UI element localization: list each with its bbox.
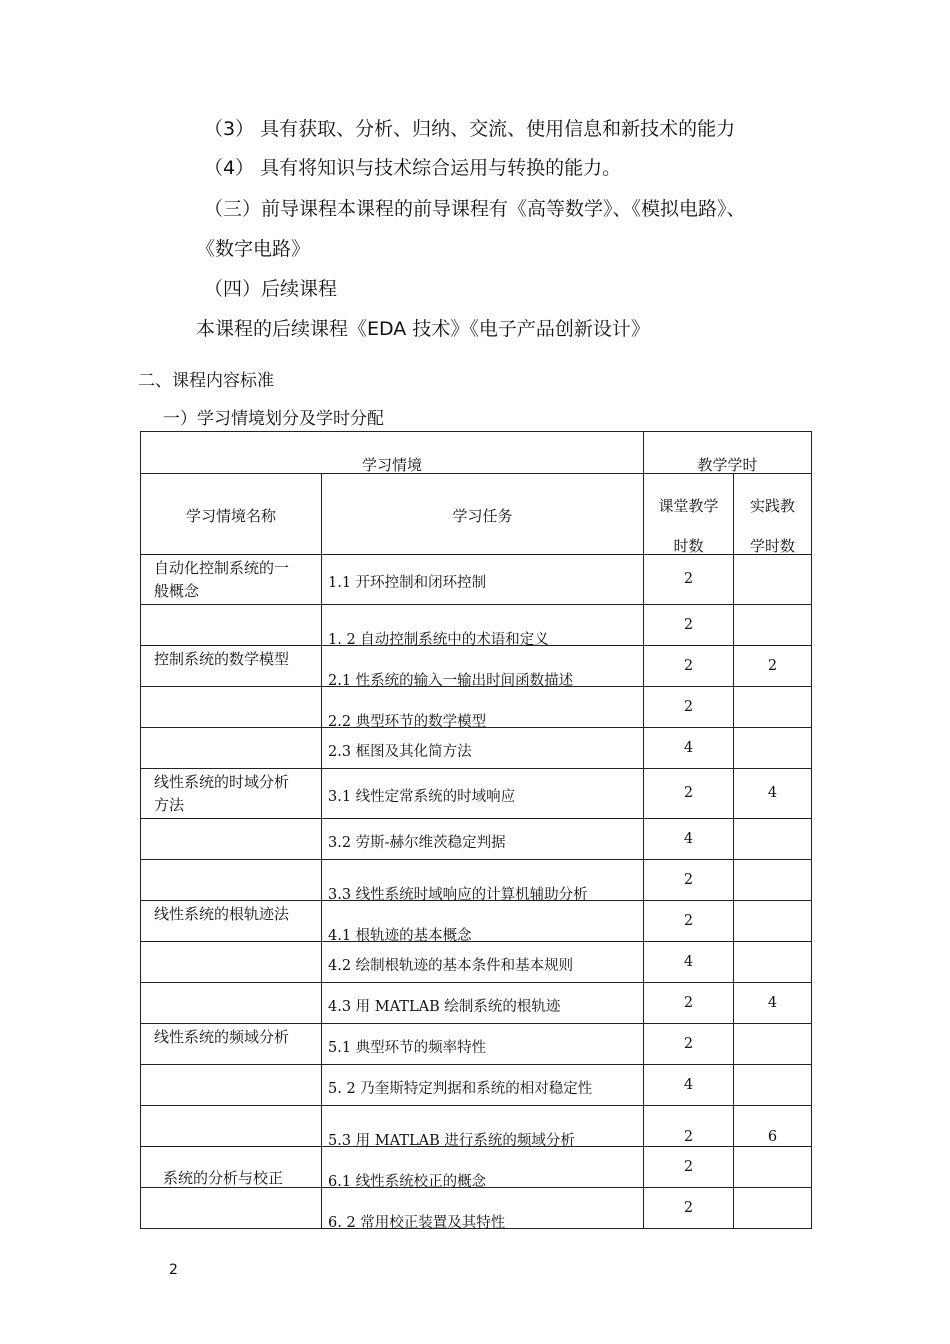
paragraph-ability-4: （4） 具有将知识与技术综合运用与转换的能力。 [204, 157, 622, 179]
practice-hours-cell [734, 942, 812, 983]
table-row [141, 687, 812, 728]
header-hours-label: 教学学时 [697, 456, 758, 474]
header-cell-name [141, 474, 322, 555]
table-header-row-2 [141, 474, 812, 555]
table-row [141, 769, 812, 819]
header-class-hours-line1: 课堂教学 [658, 497, 719, 515]
header-practice-hours-line1: 实践教 [749, 497, 795, 515]
practice-hours-value: 4 [767, 995, 778, 1011]
class-hours-cell [644, 942, 734, 983]
situation-name-line1: 线性系统的频域分析 [154, 1028, 290, 1046]
table-header-row-1 [141, 432, 812, 474]
situation-name-cell [141, 1024, 322, 1065]
situation-name-line2: 般概念 [154, 582, 200, 600]
task-cell [322, 1147, 644, 1188]
class-hours-value: 2 [683, 1036, 694, 1052]
header-task-label: 学习任务 [452, 507, 513, 525]
paragraph-ability-3: （3） 具有获取、分析、归纳、交流、使用信息和新技术的能力 [204, 118, 736, 140]
practice-hours-cell [734, 605, 812, 646]
task-text: 4.3 用 MATLAB 绘制系统的根轨迹 [328, 999, 561, 1015]
situation-name-line1: 线性系统的时域分析 [154, 773, 290, 791]
situation-name-line1: 系统的分析与校正 [163, 1169, 284, 1187]
table-row [141, 942, 812, 983]
header-practice-hours-line2: 学时数 [749, 537, 795, 555]
situation-name-cell [141, 1106, 322, 1147]
class-hours-value: 2 [683, 872, 694, 888]
class-hours-cell [644, 646, 734, 687]
situation-name-cell [141, 860, 322, 901]
situation-name-cell [141, 646, 322, 687]
task-text: 2.3 框图及其化简方法 [328, 744, 472, 760]
practice-hours-cell [734, 728, 812, 769]
situation-name-cell [141, 769, 322, 819]
practice-hours-cell [734, 1147, 812, 1188]
situation-name-cell [141, 983, 322, 1024]
situation-name-cell [141, 605, 322, 646]
task-cell [322, 901, 644, 942]
task-text: 5. 2 乃奎斯特定判据和系统的相对稳定性 [328, 1081, 593, 1097]
heading-follow-up-course: （四）后续课程 [204, 278, 338, 300]
class-hours-cell [644, 555, 734, 605]
class-hours-cell [644, 983, 734, 1024]
table-row [141, 555, 812, 605]
section-title: 二、课程内容标准 [138, 371, 274, 391]
practice-hours-cell [734, 819, 812, 860]
class-hours-value: 4 [683, 831, 694, 847]
situation-name-cell [141, 728, 322, 769]
task-cell [322, 983, 644, 1024]
page-number: 2 [169, 1262, 178, 1278]
situation-name-cell [141, 555, 322, 605]
table-row [141, 901, 812, 942]
task-text: 5.3 用 MATLAB 进行系统的频域分析 [328, 1133, 575, 1149]
practice-hours-cell [734, 860, 812, 901]
header-cell-practice-hours [734, 474, 812, 555]
table-row [141, 819, 812, 860]
situation-name-cell [141, 1188, 322, 1229]
class-hours-cell [644, 1106, 734, 1147]
table-row [141, 646, 812, 687]
subsection-title: 一）学习情境划分及学时分配 [163, 409, 384, 429]
task-text: 2.1 性系统的输入一输出时间函数描述 [328, 673, 574, 689]
situation-name-cell [141, 687, 322, 728]
task-text: 4.2 绘制根轨迹的基本条件和基本规则 [328, 958, 574, 974]
class-hours-cell [644, 1065, 734, 1106]
class-hours-value: 2 [683, 913, 694, 929]
practice-hours-cell [734, 901, 812, 942]
task-cell [322, 1024, 644, 1065]
task-text: 3.2 劳斯-赫尔维茨稳定判据 [328, 835, 506, 851]
class-hours-cell [644, 901, 734, 942]
class-hours-value: 2 [683, 658, 694, 674]
task-text: 2.2 典型环节的数学模型 [328, 714, 487, 730]
class-hours-value: 2 [683, 699, 694, 715]
practice-hours-value: 4 [767, 785, 778, 801]
practice-hours-value: 6 [767, 1129, 778, 1145]
header-situation-label: 学习情境 [361, 456, 422, 474]
header-name-label: 学习情境名称 [185, 507, 276, 525]
table-row [141, 728, 812, 769]
task-text: 5.1 典型环节的频率特性 [328, 1040, 487, 1056]
task-cell [322, 769, 644, 819]
task-text: 6. 2 常用校正装置及其特性 [328, 1215, 506, 1231]
header-cell-class-hours [644, 474, 734, 555]
table-row [141, 1147, 812, 1188]
practice-hours-cell [734, 1188, 812, 1229]
class-hours-value: 2 [683, 1200, 694, 1216]
practice-hours-cell [734, 1065, 812, 1106]
practice-hours-cell [734, 983, 812, 1024]
class-hours-cell [644, 769, 734, 819]
task-text: 3.3 线性系统时域响应的计算机辅助分析 [328, 887, 588, 903]
class-hours-cell [644, 1024, 734, 1065]
class-hours-value: 2 [683, 1129, 694, 1145]
paragraph-follow-up-course: 本课程的后续课程《EDA 技术》《电子产品创新设计》 [196, 318, 650, 340]
task-cell [322, 942, 644, 983]
situation-name-cell [141, 1065, 322, 1106]
situation-name-line1: 自动化控制系统的一 [154, 559, 290, 577]
task-cell [322, 605, 644, 646]
task-cell [322, 728, 644, 769]
practice-hours-cell [734, 646, 812, 687]
class-hours-value: 4 [683, 1077, 694, 1093]
task-cell [322, 1065, 644, 1106]
class-hours-cell [644, 687, 734, 728]
header-class-hours-line2: 时数 [673, 537, 704, 555]
header-cell-situation [141, 432, 644, 474]
task-cell [322, 687, 644, 728]
practice-hours-cell [734, 687, 812, 728]
task-cell [322, 1188, 644, 1229]
class-hours-cell [644, 819, 734, 860]
task-text: 6.1 线性系统校正的概念 [328, 1174, 487, 1190]
class-hours-cell [644, 605, 734, 646]
class-hours-value: 2 [683, 785, 694, 801]
situation-name-line2: 方法 [154, 796, 185, 814]
table-row [141, 1106, 812, 1147]
situation-name-line1: 控制系统的数学模型 [154, 650, 290, 668]
situation-name-cell [141, 942, 322, 983]
class-hours-value: 2 [683, 995, 694, 1011]
class-hours-cell [644, 728, 734, 769]
table-row [141, 1024, 812, 1065]
class-hours-value: 4 [683, 740, 694, 756]
table-row [141, 983, 812, 1024]
class-hours-cell [644, 1147, 734, 1188]
task-text: 1.1 开环控制和闭环控制 [328, 575, 487, 591]
task-cell [322, 646, 644, 687]
header-cell-task [322, 474, 644, 555]
situation-name-cell [141, 901, 322, 942]
situation-name-cell [141, 1147, 322, 1188]
practice-hours-value: 2 [767, 658, 778, 674]
paragraph-prerequisite-line2: 《数字电路》 [196, 238, 311, 260]
task-cell [322, 555, 644, 605]
class-hours-value: 2 [683, 617, 694, 633]
class-hours-cell [644, 1188, 734, 1229]
table-row [141, 605, 812, 646]
task-text: 1. 2 自动控制系统中的术语和定义 [328, 632, 549, 648]
practice-hours-cell [734, 769, 812, 819]
learning-situation-table [140, 431, 812, 1229]
header-cell-hours [644, 432, 812, 474]
class-hours-value: 2 [683, 1159, 694, 1175]
class-hours-cell [644, 860, 734, 901]
situation-name-cell [141, 819, 322, 860]
practice-hours-cell [734, 1106, 812, 1147]
task-cell [322, 860, 644, 901]
task-cell [322, 819, 644, 860]
task-text: 3.1 线性定常系统的时域响应 [328, 789, 516, 805]
practice-hours-cell [734, 555, 812, 605]
table-row [141, 860, 812, 901]
task-text: 4.1 根轨迹的基本概念 [328, 928, 472, 944]
practice-hours-cell [734, 1024, 812, 1065]
table-row [141, 1065, 812, 1106]
task-cell [322, 1106, 644, 1147]
paragraph-prerequisite-line1: （三）前导课程本课程的前导课程有《高等数学》、《模拟电路》、 [204, 198, 746, 220]
class-hours-value: 2 [683, 571, 694, 587]
table-row [141, 1188, 812, 1229]
situation-name-line1: 线性系统的根轨迹法 [154, 905, 290, 923]
class-hours-value: 4 [683, 954, 694, 970]
